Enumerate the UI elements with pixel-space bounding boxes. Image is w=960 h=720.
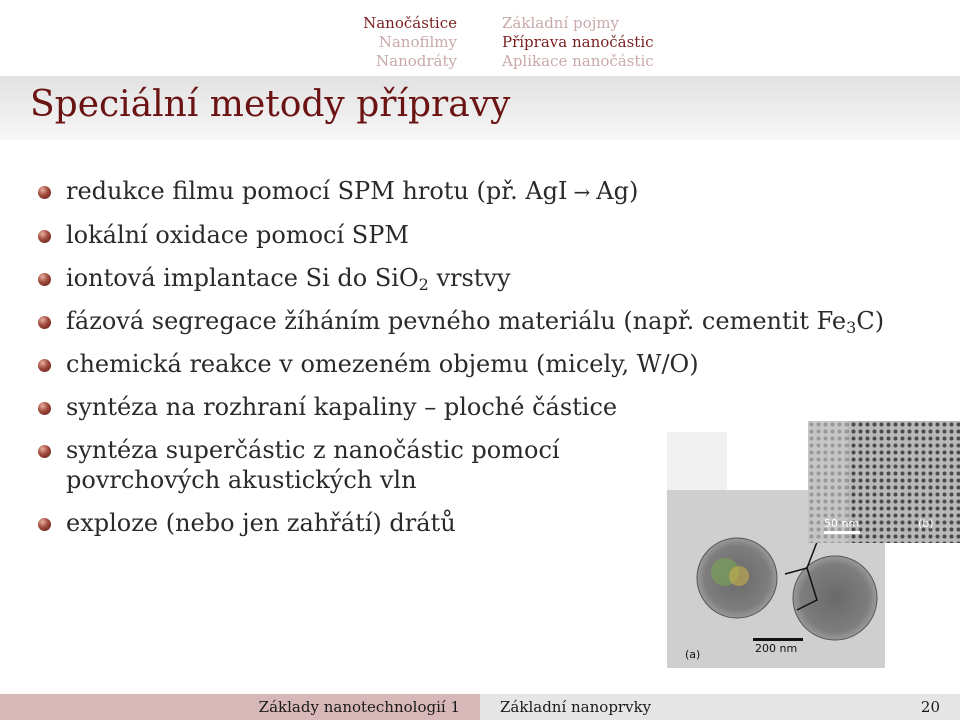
footer	[0, 694, 960, 720]
subscript: 3	[846, 318, 857, 337]
footer-course: Základy nanotechnologií 1	[258, 698, 460, 716]
bullet-text: redukce filmu pomocí SPM hrotu (př. AgI	[66, 177, 568, 205]
bullet-text-line2: povrchových akustických vln	[66, 466, 417, 494]
bullet-text: exploze (nebo jen zahřátí) drátů	[66, 509, 456, 537]
tem-micrograph-inset	[808, 421, 960, 543]
nav-item-zakladni-pojmy[interactable]: Základní pojmy	[502, 14, 620, 32]
footer-right	[480, 694, 960, 720]
nav-item-aplikace[interactable]: Aplikace nanočástic	[502, 52, 654, 70]
figure-fragment-image	[667, 432, 727, 492]
bullet-text-end: vrstvy	[428, 264, 511, 292]
arrow-icon: →	[573, 180, 591, 204]
subscript: 2	[418, 275, 429, 294]
nav-item-nanodraty[interactable]: Nanodráty	[376, 52, 457, 70]
bullet-text: syntéza na rozhraní kapaliny – ploché částice	[66, 393, 618, 421]
inset-scale-bar	[824, 531, 860, 534]
bullet-icon	[38, 316, 51, 329]
nav-subsections	[502, 14, 654, 71]
bullet-item	[36, 176, 936, 207]
bullet-item	[36, 306, 936, 336]
bullet-icon	[38, 402, 51, 415]
footer-left	[0, 694, 480, 720]
bullet-icon	[38, 359, 51, 372]
bullet-item	[36, 435, 936, 495]
bullet-item	[36, 349, 936, 379]
bullet-text: iontová implantace Si do SiO	[66, 264, 419, 292]
title-bar	[0, 76, 960, 140]
panel-label: (a)	[685, 648, 701, 661]
nav-item-priprava[interactable]: Příprava nanočástic	[502, 33, 654, 51]
nav-item-nanocastice[interactable]: Nanočástice	[363, 14, 457, 32]
bullet-text: syntéza superčástic z nanočástic pomocí	[66, 436, 560, 464]
inset-panel-label: (b)	[918, 517, 934, 530]
bullet-icon	[38, 186, 51, 199]
bullet-item	[36, 263, 936, 293]
footer-section: Základní nanoprvky	[500, 698, 652, 716]
bullet-icon	[38, 445, 51, 458]
footer-page-number: 20	[920, 698, 940, 716]
nav-sections	[363, 14, 457, 71]
scale-label: 200 nm	[755, 642, 798, 655]
nav-item-nanofilmy[interactable]: Nanofilmy	[378, 33, 457, 51]
bullet-text-end: C)	[856, 307, 885, 335]
bullet-text-end: Ag)	[596, 177, 639, 205]
bullet-icon	[38, 273, 51, 286]
bullet-item	[36, 220, 936, 250]
header-navigation	[0, 0, 960, 76]
scale-bar	[753, 638, 803, 641]
bullet-icon	[38, 230, 51, 243]
slide-title: Speciální metody přípravy	[30, 84, 511, 125]
bullet-icon	[38, 518, 51, 531]
inset-scale-label: 50 nm	[824, 517, 860, 530]
bullet-text: chemická reakce v omezeném objemu (micely, W/O)	[66, 350, 699, 378]
bullet-item	[36, 392, 936, 422]
bullet-text: lokální oxidace pomocí SPM	[66, 221, 409, 249]
bullet-text: fázová segregace žíháním pevného materiálu (např. cementit Fe	[66, 307, 847, 335]
